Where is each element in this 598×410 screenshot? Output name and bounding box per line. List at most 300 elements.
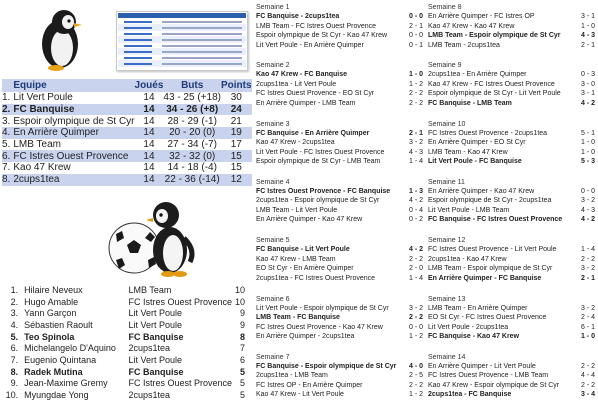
standings-row (2, 127, 252, 139)
match-teams: En Arrière Quimper - LMB Team (256, 99, 356, 107)
match-teams: LMB Team - FC Istres Ouest Provence (256, 22, 377, 30)
match-teams: EO St Cyr - En Arrière Quimper (256, 265, 354, 273)
match-row (428, 304, 596, 314)
match-score: 1 - 4 (580, 246, 595, 254)
match-teams: Kao 47 Krew - Lit Vert Poule (256, 391, 344, 399)
standing-team: En Arrière Quimper (13, 127, 134, 139)
match-teams: Espoir olympique de St Cyr - LMB Team (256, 158, 381, 166)
standing-played: 14 (135, 127, 164, 139)
match-score: 2 - 5 (408, 372, 423, 380)
match-score: 2 - 1 (408, 22, 423, 30)
match-teams: FC Istres Ouest Provence - Kao 47 Krew (256, 323, 383, 331)
standing-points: 12 (221, 174, 252, 186)
match-score: 1 - 2 (408, 333, 423, 340)
standing-points: 24 (221, 104, 252, 116)
scorer-position: 7. (10, 354, 19, 365)
scorer-position: 3. (10, 308, 19, 319)
match-score: 0 - 2 (408, 216, 423, 224)
standing-team: FC Istres Ouest Provence (13, 150, 134, 162)
match-row (256, 89, 424, 99)
match-teams: En Arrière Quimper - FC Istres OP (428, 13, 535, 20)
match-row (428, 148, 596, 158)
standing-goals: 22 - 36 (-14) (164, 174, 220, 186)
match-score: 3 - 4 (580, 391, 595, 399)
scorer-name: Hilaire Neveux (24, 284, 83, 295)
match-teams: LMB Team - En Arrière Quimper (428, 304, 528, 312)
scorer-club: FC Istres Ouest Provence (128, 296, 233, 307)
match-row (428, 31, 596, 41)
match-score: 3 - 2 (580, 197, 595, 205)
standing-points: 19 (221, 127, 252, 139)
week-block (256, 120, 424, 167)
scorer-name: Radek Mutina (24, 366, 83, 377)
standing-goals: 27 - 34 (-7) (167, 139, 217, 151)
match-row (428, 381, 596, 391)
match-teams: Lit Vert Poule - Espoir olympique de St Cyr (256, 304, 389, 312)
week-block (256, 353, 424, 400)
match-score: 2 - 1 (408, 129, 423, 137)
scorer-goals: 5 (239, 390, 245, 401)
match-score: 3 - 2 (580, 265, 595, 273)
match-score: 3 - 1 (580, 13, 595, 20)
match-teams: LMB Team - FC Banquise (256, 314, 340, 321)
week-title: Semaine 14 (428, 353, 466, 361)
match-row (428, 89, 596, 99)
standings-header (2, 79, 252, 92)
match-row (428, 12, 596, 22)
match-teams: FC Istres Ouest Provence - Lit Vert Poule (428, 246, 557, 254)
week-title: Semaine 12 (428, 237, 466, 245)
match-row (428, 332, 596, 342)
match-row (256, 390, 424, 400)
standing-points: 15 (230, 162, 242, 174)
scorer-club: Lit Vert Poule (128, 308, 183, 319)
match-score: 3 - 2 (408, 139, 423, 147)
match-teams: FC Istres Ouest Provence - LMB Team (428, 372, 549, 380)
match-score: 1 - 4 (408, 274, 423, 282)
match-score: 5 - 1 (580, 129, 595, 137)
match-score: 3 - 2 (408, 304, 423, 312)
scorer-club: Lit Vert Poule (128, 319, 183, 330)
match-teams: FC Banquise - En Arrière Quimper (256, 129, 370, 137)
scorer-row (2, 296, 245, 308)
standing-team: LMB Team (13, 139, 61, 151)
match-row (428, 157, 596, 167)
match-row (256, 70, 424, 80)
week-block (428, 178, 596, 225)
match-teams: Lit Vert Poule - FC Banquise (428, 158, 522, 166)
match-score: 1 - 0 (580, 148, 595, 156)
match-score: 4 - 4 (580, 372, 595, 380)
match-teams: Espoir olympique de St Cyr - Kao 47 Krew (256, 32, 388, 39)
match-teams: En Arrière Quimper - Kao 47 Krew (428, 187, 535, 195)
match-score: 0 - 1 (408, 41, 423, 49)
match-row (428, 187, 596, 197)
match-teams: FC Banquise - 2cups1tea (256, 13, 340, 20)
match-row (428, 129, 596, 139)
standings-row (2, 92, 252, 104)
scorer-position: 6. (10, 343, 19, 354)
match-teams: 2cups1tea - FC Banquise (428, 391, 512, 399)
match-teams: FC Banquise - Kao 47 Krew (428, 333, 520, 340)
match-score: 0 - 0 (580, 187, 595, 195)
week-block (428, 61, 596, 108)
standing-position: 4. (2, 127, 13, 139)
match-row (256, 157, 424, 167)
standing-played: 14 (143, 92, 155, 104)
standings-row (2, 162, 252, 174)
scorer-goals: 10 (234, 296, 245, 307)
match-teams: LMB Team - Lit Vert Poule (256, 206, 338, 214)
match-score: 3 - 2 (580, 304, 595, 312)
scorer-name: Sébastien Raoult (24, 319, 93, 330)
match-teams: LMB Team - 2cups1tea (428, 41, 500, 49)
match-score: 3 - 0 (580, 80, 595, 88)
standing-team: Espoir olympique de St Cyr (13, 115, 135, 127)
match-row (256, 264, 424, 274)
match-row (428, 196, 596, 206)
scorer-row (2, 284, 245, 296)
match-score: 2 - 1 (580, 274, 595, 282)
match-row (428, 138, 596, 148)
week-block (256, 61, 424, 108)
match-score: 6 - 1 (580, 323, 595, 331)
standing-points: 21 (230, 115, 242, 127)
match-row (256, 381, 424, 391)
scorer-row (2, 378, 245, 390)
match-row (256, 274, 424, 284)
standing-goals: 20 - 20 (0) (163, 127, 221, 139)
football-icon (109, 223, 159, 273)
match-score: 2 - 2 (408, 255, 423, 263)
match-score: 2 - 2 (408, 314, 423, 321)
match-score: 2 - 0 (408, 265, 423, 273)
scorer-name: Yann Garçon (24, 308, 77, 319)
match-teams: 2cups1tea - Kao 47 Krew (428, 255, 507, 263)
match-row (256, 99, 424, 109)
match-score: 4 - 2 (580, 216, 595, 224)
scorer-name: Myungdae Yong (24, 390, 89, 401)
match-row (428, 70, 596, 80)
standing-team: Kao 47 Krew (13, 162, 71, 174)
scorer-row (2, 354, 245, 366)
standing-points: 15 (221, 150, 252, 162)
match-teams: Espoir olympique de St Cyr - 2cups1tea (428, 197, 552, 205)
scorer-row (2, 389, 245, 401)
scorer-goals: 7 (239, 343, 245, 354)
week-title: Semaine 8 (428, 4, 462, 11)
standing-position: 1. (2, 92, 11, 104)
match-teams: 2cups1tea - Espoir olympique de St Cyr (256, 197, 380, 205)
match-teams: Lit Vert Poule - LMB Team (428, 206, 510, 214)
scorer-position: 1. (10, 284, 19, 295)
scorer-row (2, 366, 245, 378)
match-teams: FC Banquise - Espoir olympique de St Cyr (256, 362, 397, 370)
scorer-position: 2. (10, 296, 19, 307)
scorer-row (2, 319, 245, 331)
match-row (256, 304, 424, 314)
scorer-position: 10. (5, 390, 19, 401)
match-teams: LMB Team - Kao 47 Krew (428, 148, 508, 156)
week-block (428, 120, 596, 167)
scorer-goals: 9 (239, 308, 245, 319)
match-teams: FC Istres OP - En Arrière Quimper (256, 381, 363, 389)
week-title: Semaine 4 (256, 178, 290, 186)
standing-goals: 14 - 18 (-4) (167, 162, 217, 174)
scorer-goals: 10 (234, 284, 245, 295)
scorer-position: 4. (10, 319, 19, 330)
match-score: 0 - 3 (580, 71, 595, 79)
scorer-position: 5. (10, 331, 19, 342)
match-teams: Lit Vert Poule - 2cups1tea (428, 323, 509, 331)
standing-points: 30 (230, 92, 242, 104)
match-score: 4 - 2 (408, 197, 423, 205)
match-score: 1 - 4 (408, 158, 423, 166)
match-row (256, 332, 424, 342)
scorer-row (2, 331, 245, 343)
scorer-goals: 8 (239, 331, 245, 342)
scorer-goals: 9 (239, 319, 245, 330)
match-row (428, 323, 596, 333)
standing-points: 17 (230, 139, 242, 151)
scorer-name: Eugenio Quintana (24, 354, 97, 365)
match-row (256, 215, 424, 225)
match-row (256, 138, 424, 148)
standings-row (2, 139, 252, 151)
header-team: Equipe (13, 79, 134, 92)
match-row (428, 41, 596, 51)
match-teams: 2cups1tea - Lit Vert Poule (256, 80, 337, 88)
week-title: Semaine 5 (256, 237, 290, 245)
standings-row (2, 104, 252, 116)
standing-goals: 32 - 32 (0) (163, 150, 221, 162)
week-block (428, 236, 596, 283)
match-row (428, 362, 596, 372)
scorer-club: FC Banquise (128, 366, 184, 377)
scorer-position: 9. (10, 378, 19, 389)
match-score: 3 - 1 (580, 90, 595, 98)
match-teams: Kao 47 Krew - FC Banquise (256, 71, 348, 79)
week-block (256, 3, 424, 50)
week-block (256, 295, 424, 342)
penguin-football-image (104, 190, 219, 280)
match-score: 4 - 2 (580, 99, 595, 107)
standings-row (2, 115, 252, 127)
standing-played: 14 (135, 150, 164, 162)
standing-goals: 34 - 26 (+8) (163, 104, 221, 116)
scorer-name: Teo Spinola (24, 331, 75, 342)
match-row (428, 255, 596, 265)
match-score: 0 - 4 (408, 206, 423, 214)
match-score: 5 - 3 (580, 158, 595, 166)
match-row (428, 264, 596, 274)
header-played: Joués (134, 80, 164, 91)
match-row (256, 22, 424, 32)
scorer-club: FC Istres Ouest Provence (128, 378, 233, 389)
match-teams: 2cups1tea - LMB Team (256, 372, 328, 380)
match-teams: Kao 47 Krew - Kao 47 Krew (428, 22, 515, 30)
match-score: 1 - 3 (408, 187, 423, 195)
week-block (428, 353, 596, 400)
header-pos (2, 79, 13, 92)
match-row (256, 148, 424, 158)
match-teams: En Arrière Quimper - Lit Vert Poule (428, 362, 536, 370)
match-score: 2 - 1 (580, 41, 595, 49)
standings-table (2, 79, 252, 186)
scorer-name: Michelangelo D'Aquino (24, 343, 116, 354)
mini-standings-image (116, 11, 248, 71)
match-row (428, 215, 596, 225)
standing-played: 14 (135, 104, 164, 116)
match-score: 1 - 0 (580, 139, 595, 147)
standing-played: 14 (143, 115, 155, 127)
scorer-club: 2cups1tea (128, 343, 171, 354)
match-teams: EO St Cyr - FC Istres Ouest Provence (428, 314, 547, 321)
match-row (256, 371, 424, 381)
match-score: 0 - 0 (408, 323, 423, 331)
standing-position: 8. (2, 174, 13, 186)
scorer-club: LMB Team (128, 284, 172, 295)
week-block (428, 295, 596, 342)
standing-position: 6. (2, 150, 13, 162)
week-block (256, 236, 424, 283)
match-teams: 2cups1tea - En Arrière Quimper (428, 71, 527, 79)
standings-row (2, 174, 252, 186)
match-teams: FC Banquise - FC Istres Ouest Provence (428, 216, 563, 224)
match-score: 1 - 0 (580, 22, 595, 30)
match-row (428, 313, 596, 323)
week-title: Semaine 6 (256, 295, 290, 303)
match-teams: Kao 47 Krew - 2cups1tea (256, 139, 335, 147)
standing-goals: 43 - 25 (+18) (163, 92, 221, 104)
match-score: 4 - 3 (408, 148, 423, 156)
week-block (256, 178, 424, 225)
scorer-name: Hugo Amable (24, 296, 79, 307)
scorer-goals: 5 (239, 366, 245, 377)
scorer-name: Jean-Maxime Gremy (24, 378, 108, 389)
match-row (256, 41, 424, 51)
top-scorers-table (2, 284, 245, 401)
scorer-position: 8. (10, 366, 19, 377)
match-teams: Kao 47 Krew - Espoir olympique de St Cyr (428, 381, 560, 389)
week-title: Semaine 1 (256, 4, 290, 11)
match-row (428, 390, 596, 400)
week-title: Semaine 13 (428, 295, 466, 303)
match-row (256, 323, 424, 333)
match-row (256, 187, 424, 197)
match-row (256, 31, 424, 41)
match-score: 2 - 2 (408, 381, 423, 389)
week-title: Semaine 7 (256, 353, 290, 361)
week-title: Semaine 2 (256, 62, 290, 70)
match-teams: FC Banquise - Lit Vert Poule (256, 246, 350, 254)
header-goals: Buts (163, 79, 221, 92)
match-row (256, 80, 424, 90)
standing-position: 5. (2, 139, 11, 151)
match-row (256, 245, 424, 255)
match-teams: En Arrière Quimper - Kao 47 Krew (256, 216, 363, 224)
match-score: 1 - 0 (580, 333, 595, 340)
match-score: 2 - 2 (580, 255, 595, 263)
match-row (428, 206, 596, 216)
match-score: 1 - 2 (408, 391, 423, 399)
standing-position: 7. (2, 162, 11, 174)
penguin-logo-icon (28, 2, 98, 74)
match-row (256, 129, 424, 139)
scorer-club: Lit Vert Poule (128, 354, 183, 365)
standing-played: 14 (135, 174, 164, 186)
match-teams: Lit Vert Poule - En Arrière Quimper (256, 41, 364, 49)
standing-position: 3. (2, 115, 11, 127)
match-teams: En Arrière Quimper - FC Banquise (428, 274, 542, 282)
scorer-club: 2cups1tea (128, 390, 171, 401)
match-score: 2 - 2 (408, 99, 423, 107)
week-title: Semaine 3 (256, 120, 290, 128)
match-score: 4 - 3 (580, 32, 595, 39)
match-teams: FC Istres Ouest Provence - FC Banquise (256, 187, 391, 195)
match-teams: LMB Team - Espoir olympique de St Cyr (428, 32, 561, 39)
match-row (428, 371, 596, 381)
match-score: 1 - 0 (408, 71, 423, 79)
match-teams: Lit Vert Poule - FC Istres Ouest Provence (256, 148, 385, 156)
match-score: 4 - 0 (408, 362, 423, 370)
week-title: Semaine 10 (428, 120, 466, 128)
standing-position: 2. (2, 104, 13, 116)
match-teams: LMB Team - Espoir olympique de St Cyr (428, 265, 553, 273)
match-score: 4 - 2 (408, 246, 423, 254)
standing-played: 14 (143, 162, 155, 174)
match-score: 1 - 2 (408, 80, 423, 88)
match-row (428, 22, 596, 32)
match-score: 2 - 2 (408, 90, 423, 98)
match-teams: Espoir olympique de St Cyr - Lit Vert Poule (428, 90, 561, 98)
week-title: Semaine 11 (428, 178, 465, 186)
header-points: Points (220, 80, 252, 91)
scorer-goals: 6 (239, 354, 245, 365)
match-row (428, 245, 596, 255)
match-row (256, 12, 424, 22)
match-teams: En Arrière Quimper - EO St Cyr (428, 139, 526, 147)
match-row (256, 196, 424, 206)
match-score: 0 - 0 (408, 32, 423, 39)
standing-team: FC Banquise (13, 104, 134, 116)
match-row (256, 362, 424, 372)
match-score: 4 - 3 (580, 206, 595, 214)
scorer-row (2, 307, 245, 319)
match-row (428, 274, 596, 284)
match-teams: FC Istres Ouest Provence - 2cups1tea (428, 129, 548, 137)
match-teams: 2cups1tea - FC Istres Ouest Provence (256, 274, 376, 282)
match-score: 2 - 2 (580, 362, 595, 370)
match-teams: Kao 47 Krew - LMB Team (256, 255, 336, 263)
standing-played: 14 (143, 139, 155, 151)
standing-team: 2cups1tea (13, 174, 134, 186)
scorer-club: FC Banquise (128, 331, 184, 342)
week-title: Semaine 9 (428, 62, 462, 70)
match-teams: FC Istres Ouest Provence - EO St Cyr (256, 90, 375, 98)
match-score: 0 - 0 (408, 13, 423, 20)
week-block (428, 3, 596, 50)
standing-team: Lit Vert Poule (13, 92, 73, 104)
match-row (428, 80, 596, 90)
match-score: 2 - 4 (580, 314, 595, 321)
match-row (256, 255, 424, 265)
league-logo (28, 2, 220, 74)
match-row (256, 206, 424, 216)
match-row (256, 313, 424, 323)
match-score: 2 - 2 (580, 381, 595, 389)
standings-row (2, 150, 252, 162)
